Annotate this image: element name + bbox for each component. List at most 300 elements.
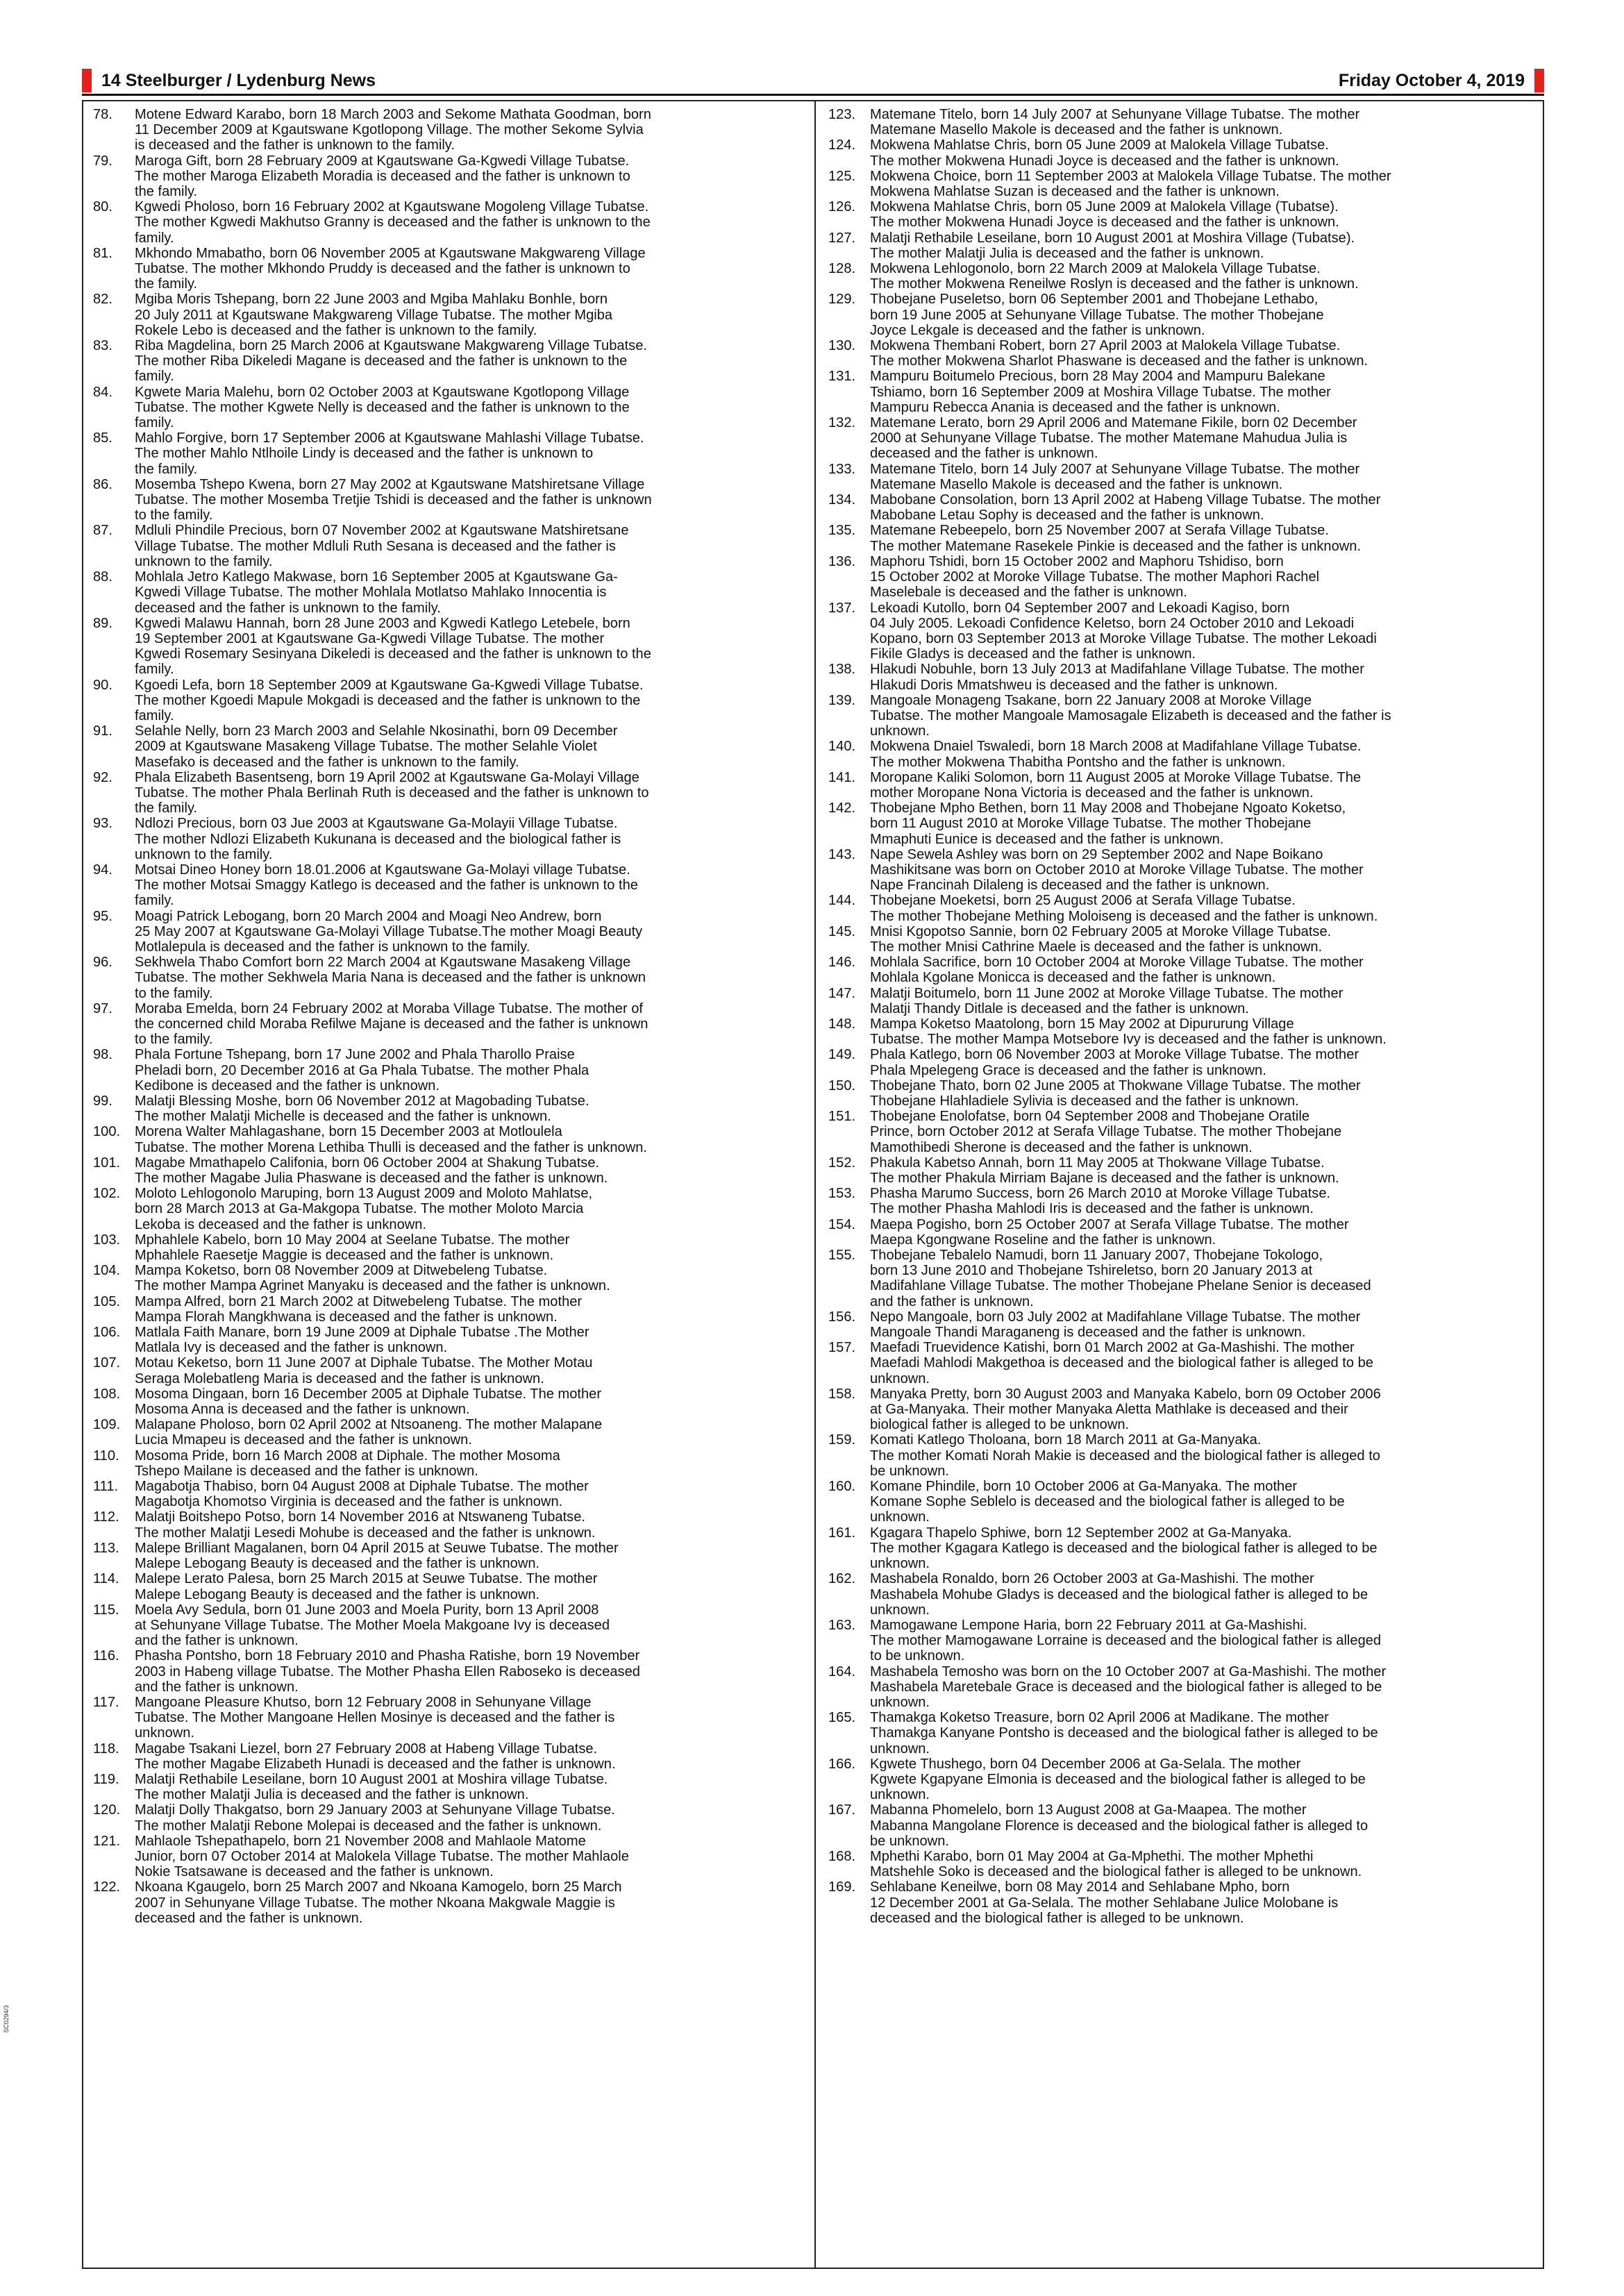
notice-text [135, 246, 801, 292]
notice-entry [93, 338, 801, 385]
notice-entry [93, 955, 801, 1001]
notice-number: 156. [828, 1309, 856, 1325]
notice-entry [828, 893, 1535, 923]
notice-line: Kgwedi Rosemary Sesinyana Dikeledi is deceased and the father is unknown to the [135, 646, 651, 662]
notice-number: 149. [828, 1047, 856, 1063]
notice-line: Magabe Tsakani Liezel, born 27 February 2008 at Habeng Village Tubatse. [135, 1741, 598, 1757]
notice-entry [828, 739, 1535, 769]
notice-text [135, 1479, 801, 1509]
notice-text [135, 153, 801, 200]
notice-line: The mother Maroga Elizabeth Moradia is deceased and the father is unknown to [135, 168, 630, 184]
notice-entry [828, 801, 1535, 847]
notice-line: deceased and the biological father is alleged to be unknown. [870, 1910, 1244, 1926]
notice-number: 129. [828, 292, 856, 308]
notice-text [870, 1186, 1535, 1216]
notice-line: family. [135, 230, 174, 246]
notice-number: 116. [93, 1648, 119, 1664]
notice-line: Mampa Florah Mangkhwana is deceased and the father is unknown. [135, 1309, 558, 1325]
notice-text [135, 1386, 801, 1417]
notice-number: 97. [93, 1000, 112, 1016]
notice-line: The mother Thobejane Mething Moloiseng is deceased and the father is unknown. [870, 908, 1378, 924]
notice-line: Komati Katlego Tholoana, born 18 March 2011 at Ga-Manyaka. [870, 1432, 1262, 1448]
notice-line: Mokwena Mahlatse Chris, born 05 June 2009 at Malokela Village (Tubatse). [870, 199, 1339, 215]
notice-entry [828, 231, 1535, 261]
notice-line: Tubatse. The mother Sekhwela Maria Nana is deceased and the father is unknown [135, 970, 646, 986]
notice-entry [93, 723, 801, 770]
notice-line: Phakula Kabetso Annah, born 11 May 2005 at Thokwane Village Tubatse. [870, 1155, 1325, 1171]
notice-line: family. [135, 662, 174, 678]
notice-text [870, 523, 1535, 553]
notice-line: Kgwete Thushego, born 04 December 2006 at Ga-Selala. The mother [870, 1756, 1301, 1772]
notice-line: Phala Katlego, born 06 November 2003 at Moroke Village Tubatse. The mother [870, 1047, 1359, 1063]
notice-entry [93, 1571, 801, 1602]
notice-number: 118. [93, 1741, 119, 1757]
notice-line: Hlakudi Doris Mmatshweu is deceased and the father is unknown. [870, 677, 1278, 693]
notices-frame [82, 100, 1544, 2269]
notice-entry [828, 1386, 1535, 1433]
notice-text [870, 231, 1535, 261]
notice-text [870, 199, 1535, 230]
notice-entry [93, 1834, 801, 1880]
notice-entry [93, 1263, 801, 1293]
notice-number: 168. [828, 1848, 856, 1864]
notice-line: born 28 March 2013 at Ga-Makgopa Tubatse. The mother Moloto Marcia [135, 1201, 584, 1217]
notice-line: Mosoma Anna is deceased and the father is unknown. [135, 1402, 470, 1418]
notice-text [135, 1155, 801, 1186]
notice-line: Mokwena Choice, born 11 September 2003 at Malokela Village Tubatse. The mother [870, 168, 1391, 184]
notice-text [870, 1386, 1535, 1433]
notice-entry [828, 369, 1535, 415]
notice-line: Malatji Boitshepo Potso, born 14 November 2016 at Ntswaneng Tubatse. [135, 1509, 585, 1525]
notice-line: unknown to the family. [135, 553, 273, 569]
notice-entry [93, 1879, 801, 1926]
notice-number: 148. [828, 1016, 856, 1032]
notice-entry [828, 1849, 1535, 1879]
notice-line: Maepa Kgongwane Roseline and the father is unknown. [870, 1232, 1216, 1248]
notice-number: 81. [93, 245, 112, 261]
notice-line: Mangoale Thandi Maraganeng is deceased and the father is unknown. [870, 1325, 1306, 1341]
notice-line: Mampuru Rebecca Anania is deceased and the father is unknown. [870, 399, 1280, 415]
notice-entry [93, 816, 801, 862]
notice-text [870, 1047, 1535, 1078]
notice-line: The mother Komati Norah Makie is deceased and the biological father is alleged to [870, 1448, 1380, 1464]
notice-text [870, 770, 1535, 801]
notice-text [870, 1217, 1535, 1248]
notice-entry [93, 1294, 801, 1325]
notice-line: Tshepo Mailane is deceased and the father is unknown. [135, 1463, 478, 1479]
notice-text [870, 1618, 1535, 1664]
notice-number: 78. [93, 107, 112, 122]
notice-line: The mother Mokwena Hunadi Joyce is deceased and the father is unknown. [870, 215, 1339, 231]
notice-text [135, 477, 801, 523]
notice-line: The mother Mokwena Reneilwe Roslyn is deceased and the father is unknown. [870, 276, 1359, 292]
notice-line: Kgoedi Lefa, born 18 September 2009 at Kgautswane Ga-Kgwedi Village Tubatse. [135, 677, 644, 693]
notice-line: Thamakga Kanyane Pontsho is deceased and the biological father is alleged to be [870, 1725, 1378, 1741]
notice-text [135, 1509, 801, 1540]
notice-number: 134. [828, 492, 856, 508]
notice-entry [93, 1695, 801, 1741]
notice-entry [93, 1124, 801, 1155]
notice-entry [828, 770, 1535, 801]
notice-line: The mother Malatji Julia is deceased and the father is unknown. [870, 245, 1264, 261]
notice-line: unknown. [870, 1602, 930, 1618]
notice-number: 107. [93, 1355, 121, 1371]
notice-text [870, 292, 1535, 338]
notice-line: Kgwete Kgapyane Elmonia is deceased and the biological father is alleged to be [870, 1771, 1366, 1787]
notice-number: 110. [93, 1448, 119, 1464]
notice-line: Sehlabane Keneilwe, born 08 May 2014 and Sehlabane Mpho, born [870, 1879, 1290, 1895]
notice-line: Tubatse. The mother Mampa Motsebore Ivy is deceased and the father is unknown. [870, 1032, 1387, 1048]
notice-text [870, 492, 1535, 523]
notice-line: at Ga-Manyaka. Their mother Manyaka Aletta Mathlake is deceased and their [870, 1402, 1348, 1418]
notice-text [870, 801, 1535, 847]
notice-line: is deceased and the father is unknown to the family. [135, 137, 455, 153]
notice-line: Motsai Dineo Honey born 18.01.2006 at Kgautswane Ga-Molayi village Tubatse. [135, 862, 630, 878]
notice-text [870, 1802, 1535, 1849]
notice-number: 143. [828, 846, 856, 862]
notice-text [870, 1309, 1535, 1340]
notice-text [870, 986, 1535, 1016]
notice-text [870, 847, 1535, 894]
issue-date: Friday October 4, 2019 [1338, 71, 1525, 90]
notice-line: The mother Mokwena Sharlot Phaswane is deceased and the father is unknown. [870, 353, 1368, 369]
notice-line: family. [135, 415, 174, 431]
notice-entry [828, 107, 1535, 137]
notice-number: 120. [93, 1802, 121, 1818]
notice-text [135, 678, 801, 724]
notice-entry [828, 338, 1535, 369]
notice-number: 87. [93, 523, 112, 539]
notice-line: Morena Walter Mahlagashane, born 15 December 2003 at Motloulela [135, 1124, 562, 1140]
notice-line: the family. [135, 801, 198, 816]
notice-entry [828, 1664, 1535, 1711]
notice-text [135, 338, 801, 385]
notice-line: Thobejane Tebalelo Namudi, born 11 January 2007, Thobejane Tokologo, [870, 1248, 1323, 1264]
notice-line: Village Tubatse. The mother Mdluli Ruth Sesana is deceased and the father is [135, 538, 616, 554]
notice-line: The mother Kgagara Katlego is deceased and the biological father is alleged to be [870, 1540, 1378, 1556]
notice-line: unknown. [135, 1725, 195, 1741]
notice-text [870, 1571, 1535, 1618]
notice-line: Riba Magdelina, born 25 March 2006 at Kgautswane Makgwareng Village Tubatse. [135, 338, 647, 354]
notice-line: Mohlala Jetro Katlego Makwase, born 16 September 2005 at Kgautswane Ga- [135, 569, 618, 585]
notice-number: 113. [93, 1540, 119, 1556]
notice-line: Thobejane Moeketsi, born 25 August 2006 at Serafa Village Tubatse. [870, 893, 1296, 909]
notice-line: Malatji Blessing Moshe, born 06 November 2012 at Magobading Tubatse. [135, 1093, 589, 1109]
notice-line: Tubatse. The mother Mangoale Mamosagale Elizabeth is deceased and the father is [870, 707, 1391, 723]
notice-line: Moela Avy Sedula, born 01 June 2003 and Moela Purity, born 13 April 2008 [135, 1602, 599, 1618]
notice-line: Thobejane Hlahladiele Sylivia is deceased and the father is unknown. [870, 1093, 1299, 1109]
notice-text [870, 955, 1535, 985]
notice-entry [828, 1525, 1535, 1572]
notice-text [135, 1448, 801, 1479]
notice-text [135, 1571, 801, 1602]
notice-line: be unknown. [870, 1833, 949, 1849]
notice-entry [828, 1309, 1535, 1340]
notice-entry [93, 1093, 801, 1124]
notice-line: 12 December 2001 at Ga-Selala. The mother Sehlabane Julice Molobane is [870, 1895, 1339, 1911]
notice-line: The mother Mamogawane Lorraine is deceased and the biological father is alleged [870, 1633, 1382, 1649]
notice-text [135, 1047, 801, 1093]
notice-entry [93, 292, 801, 338]
notice-line: Mosemba Tshepo Kwena, born 27 May 2002 at Kgautswane Matshiretsane Village [135, 476, 645, 492]
notice-line: The mother Riba Dikeledi Magane is deceased and the father is unknown to the [135, 353, 628, 369]
notice-line: Madifahlane Village Tubatse. The mother Thobejane Phelane Senior is deceased [870, 1278, 1371, 1294]
notice-line: The mother Mahlo Ntlhoile Lindy is deceased and the father is unknown to [135, 446, 594, 462]
notice-number: 136. [828, 553, 856, 569]
notice-line: the family. [135, 461, 198, 477]
notice-text [135, 1093, 801, 1124]
notice-line: unknown. [870, 1694, 930, 1710]
notice-line: Lekoba is deceased and the father is unknown. [135, 1216, 427, 1232]
notice-number: 128. [828, 261, 856, 277]
notice-line: family. [135, 893, 174, 909]
notice-line: Mangoale Monageng Tsakane, born 22 January 2008 at Moroke Village [870, 692, 1312, 708]
notice-number: 108. [93, 1386, 121, 1402]
notice-line: Mampa Alfred, born 21 March 2002 at Ditwebeleng Tubatse. The mother [135, 1293, 583, 1309]
notice-line: Kgwete Maria Malehu, born 02 October 2003 at Kgautswane Kgotlopong Village [135, 384, 630, 400]
notice-line: to the family. [135, 1032, 213, 1048]
notice-text [135, 1695, 801, 1741]
notice-text [870, 338, 1535, 369]
notice-line: Malatji Thandy Ditlale is deceased and the father is unknown. [870, 1000, 1249, 1016]
notice-line: Mashabela Maretebale Grace is deceased and the biological father is alleged to be [870, 1679, 1382, 1695]
notice-number: 95. [93, 908, 112, 924]
notice-line: 15 October 2002 at Moroke Village Tubatse. The mother Maphori Rachel [870, 569, 1320, 585]
notice-number: 105. [93, 1293, 121, 1309]
notice-line: Phala Elizabeth Basentseng, born 19 April 2002 at Kgautswane Ga-Molayi Village [135, 769, 639, 785]
notice-line: Mokwena Lehlogonolo, born 22 March 2009 at Malokela Village Tubatse. [870, 261, 1321, 277]
notice-text [135, 1772, 801, 1802]
notice-entry [93, 1325, 801, 1355]
notice-entry [93, 569, 801, 616]
header-rule [82, 94, 1544, 96]
notice-line: Magabotja Thabiso, born 04 August 2008 at Diphale Tubatse. The mother [135, 1479, 589, 1495]
notice-number: 92. [93, 769, 112, 785]
notice-entry [828, 523, 1535, 553]
notice-line: Mamothibedi Sherone is deceased and the father is unknown. [870, 1139, 1253, 1155]
notice-line: The mother Mokwena Hunadi Joyce is deceased and the father is unknown. [870, 153, 1339, 169]
notice-line: Pheladi born, 20 December 2016 at Ga Phala Tubatse. The mother Phala [135, 1062, 589, 1078]
notice-text [135, 1232, 801, 1263]
notice-line: Mampa Koketso Maatolong, born 15 May 2002 at Dipururung Village [870, 1016, 1294, 1032]
notice-entry [93, 1232, 801, 1263]
notice-line: Komane Sophe Seblelo is deceased and the biological father is alleged to be [870, 1494, 1345, 1510]
notice-line: 25 May 2007 at Kgautswane Ga-Molayi Village Tubatse.The mother Moagi Beauty [135, 923, 643, 939]
notice-text [870, 1340, 1535, 1386]
notice-text [870, 662, 1535, 692]
notice-line: The mother Mokwena Thabitha Pontsho and the father is unknown. [870, 754, 1286, 770]
notice-line: Nepo Mangoale, born 03 July 2002 at Madifahlane Village Tubatse. The mother [870, 1309, 1361, 1325]
notice-line: Mabobane Consolation, born 13 April 2002 at Habeng Village Tubatse. The mother [870, 492, 1381, 508]
notice-entry [93, 616, 801, 678]
notice-line: The mother Kgoedi Mapule Mokgadi is deceased and the father is unknown to the [135, 692, 641, 708]
notice-entry [828, 1879, 1535, 1926]
notice-text [870, 1109, 1535, 1155]
notice-line: Thobejane Puseletso, born 06 September 2001 and Thobejane Lethabo, [870, 292, 1319, 308]
notice-line: Prince, born October 2012 at Serafa Village Tubatse. The mother Thobejane [870, 1124, 1342, 1140]
notice-number: 142. [828, 801, 856, 816]
notice-text [135, 292, 801, 338]
notice-line: born 19 June 2005 at Sehunyane Village Tubatse. The mother Thobejane [870, 307, 1324, 323]
notice-line: 19 September 2001 at Kgautswane Ga-Kgwedi Village Tubatse. The mother [135, 630, 605, 646]
notice-number: 80. [93, 199, 112, 215]
notice-number: 100. [93, 1124, 121, 1140]
notice-entry [93, 909, 801, 955]
notice-number: 167. [828, 1802, 856, 1818]
notice-line: deceased and the father is unknown to the family. [135, 600, 441, 616]
notice-line: The mother Magabe Elizabeth Hunadi is deceased and the father is unknown. [135, 1756, 616, 1772]
notice-text [135, 770, 801, 816]
notice-line: Kgagara Thapelo Sphiwe, born 12 September 2002 at Ga-Manyaka. [870, 1525, 1292, 1541]
notice-line: 11 December 2009 at Kgautswane Kgotlopong Village. The mother Sekome Sylvia [135, 122, 644, 138]
notice-line: to the family. [135, 508, 213, 523]
notice-text [870, 1710, 1535, 1757]
notice-line: born 11 August 2010 at Moroke Village Tubatse. The mother Thobejane [870, 816, 1312, 832]
notice-entry [828, 693, 1535, 739]
notice-entry [93, 477, 801, 523]
notice-number: 137. [828, 600, 856, 616]
notice-line: Matemane Titelo, born 14 July 2007 at Sehunyane Village Tubatse. The mother [870, 107, 1360, 122]
notice-line: Hlakudi Nobuhle, born 13 July 2013 at Madifahlane Village Tubatse. The mother [870, 662, 1364, 678]
notice-number: 101. [93, 1155, 121, 1171]
column-divider [814, 101, 816, 2268]
notice-text [870, 1664, 1535, 1711]
notice-text [870, 1016, 1535, 1047]
notice-number: 94. [93, 862, 112, 878]
notice-line: Mabobane Letau Sophy is deceased and the father is unknown. [870, 508, 1264, 523]
notice-line: Kedibone is deceased and the father is unknown. [135, 1078, 440, 1093]
notice-text [870, 261, 1535, 292]
notice-line: Maefadi Mahlodi Makgethoa is deceased and the biological father is alleged to be [870, 1355, 1373, 1371]
notice-line: Mokwena Mahlatse Chris, born 05 June 2009 at Malokela Village Tubatse. [870, 137, 1329, 153]
notice-line: Phala Mpelegeng Grace is deceased and the father is unknown. [870, 1062, 1266, 1078]
notice-entry [93, 246, 801, 292]
notice-entry [828, 199, 1535, 230]
notice-entry [93, 1802, 801, 1833]
notice-text [870, 1432, 1535, 1479]
notice-number: 135. [828, 523, 856, 539]
notice-entry [828, 492, 1535, 523]
notice-line: Ndlozi Precious, born 03 Jue 2003 at Kgautswane Ga-Molayii Village Tubatse. [135, 816, 618, 832]
notice-number: 132. [828, 415, 856, 431]
notice-line: Thobejane Enolofatse, born 04 September 2008 and Thobejane Oratile [870, 1109, 1310, 1125]
notice-line: Malepe Lebogang Beauty is deceased and the father is unknown. [135, 1556, 540, 1572]
notice-line: Malepe Brilliant Magalanen, born 04 April 2015 at Seuwe Tubatse. The mother [135, 1540, 619, 1556]
notice-entry [93, 523, 801, 569]
notice-number: 164. [828, 1664, 856, 1679]
notice-entry [93, 1047, 801, 1093]
notice-line: mother Moropane Nona Victoria is deceased and the father is unknown. [870, 785, 1314, 801]
notice-line: Maselebale is deceased and the father is unknown. [870, 585, 1187, 601]
notice-number: 91. [93, 723, 112, 739]
notice-number: 145. [828, 923, 856, 939]
notice-line: Matemane Titelo, born 14 July 2007 at Sehunyane Village Tubatse. The mother [870, 461, 1360, 477]
notice-text [135, 1186, 801, 1232]
notice-number: 152. [828, 1155, 856, 1171]
notice-line: Kgwedi Malawu Hannah, born 28 June 2003 and Kgwedi Katlego Letebele, born [135, 615, 630, 631]
notice-line: Thobejane Thato, born 02 June 2005 at Thokwane Village Tubatse. The mother [870, 1078, 1361, 1093]
notice-number: 158. [828, 1386, 856, 1402]
notice-line: Nkoana Kgaugelo, born 25 March 2007 and Nkoana Kamogelo, born 25 March [135, 1879, 622, 1895]
notice-line: to the family. [135, 985, 213, 1001]
notice-text [135, 523, 801, 569]
notice-entry [828, 261, 1535, 292]
notice-text [135, 1263, 801, 1293]
notice-number: 150. [828, 1078, 856, 1093]
notice-entry [828, 1802, 1535, 1849]
notice-line: family. [135, 369, 174, 385]
notice-line: the family. [135, 184, 198, 200]
notice-line: Kgwedi Pholoso, born 16 February 2002 at Kgautswane Mogoleng Village Tubatse. [135, 199, 649, 215]
notice-number: 88. [93, 569, 112, 585]
notice-line: Malatji Rethabile Leseilane, born 10 August 2001 at Moshira Village (Tubatse). [870, 230, 1355, 246]
notice-entry [828, 601, 1535, 662]
notice-number: 122. [93, 1879, 121, 1895]
notice-line: Mphethi Karabo, born 01 May 2004 at Ga-Mphethi. The mother Mphethi [870, 1848, 1314, 1864]
notice-line: Mokwena Dnaiel Tswaledi, born 18 March 2008 at Madifahlane Village Tubatse. [870, 739, 1362, 755]
notice-line: Moraba Emelda, born 24 February 2002 at Moraba Village Tubatse. The mother of [135, 1000, 643, 1016]
notice-line: Mashabela Ronaldo, born 26 October 2003 at Ga-Mashishi. The mother [870, 1571, 1314, 1587]
notice-line: The mother Motsai Smaggy Katlego is deceased and the father is unknown to the [135, 878, 638, 894]
notice-entry [93, 199, 801, 246]
notice-line: Mosoma Dingaan, born 16 December 2005 at Diphale Tubatse. The mother [135, 1386, 602, 1402]
notice-entry [828, 1479, 1535, 1525]
newspaper-title: 14 Steelburger / Lydenburg News [101, 71, 376, 90]
notice-line: The mother Malatji Michelle is deceased and the father is unknown. [135, 1109, 551, 1125]
notice-line: Tubatse. The mother Mosemba Tretjie Tshidi is deceased and the father is unknown [135, 492, 652, 508]
notice-line: Matlala Faith Manare, born 19 June 2009 at Diphale Tubatse .The Mother [135, 1325, 589, 1341]
notice-text [870, 1078, 1535, 1109]
notice-number: 124. [828, 137, 856, 153]
notice-line: Mabanna Mangolane Florence is deceased and the biological father is alleged to [870, 1818, 1368, 1834]
notice-number: 146. [828, 955, 856, 971]
notice-entry [93, 1001, 801, 1048]
notice-text [135, 723, 801, 770]
notice-line: Mabanna Phomelelo, born 13 August 2008 at Ga-Maapea. The mother [870, 1802, 1307, 1818]
notice-line: Mkhondo Mmabatho, born 06 November 2005 at Kgautswane Makgwareng Village [135, 245, 646, 261]
notice-number: 121. [93, 1833, 121, 1849]
notice-line: Mohlala Kgolane Monicca is deceased and the father is unknown. [870, 970, 1276, 986]
notice-entry [828, 1016, 1535, 1047]
notice-line: Tshiamo, born 16 September 2009 at Moshira Village Tubatse. The mother [870, 384, 1331, 400]
notice-number: 109. [93, 1417, 121, 1433]
notice-entry [93, 678, 801, 724]
notice-line: and the father is unknown. [135, 1679, 299, 1695]
notice-line: the concerned child Moraba Refilwe Majane is deceased and the father is unknown [135, 1016, 648, 1032]
notice-entry [93, 862, 801, 909]
notice-number: 112. [93, 1509, 119, 1525]
notice-line: Nape Francinah Dilaleng is deceased and the father is unknown. [870, 878, 1270, 894]
notice-line: unknown. [870, 723, 930, 739]
notice-entry [93, 430, 801, 477]
notice-entry [828, 1432, 1535, 1479]
print-credit: SC0294/3 [3, 2004, 10, 2033]
notice-entry [828, 1109, 1535, 1155]
notice-text [870, 1879, 1535, 1926]
notice-number: 154. [828, 1216, 856, 1232]
notice-entry [93, 1541, 801, 1571]
notice-text [135, 1541, 801, 1571]
notice-number: 99. [93, 1093, 112, 1109]
notice-line: Mosoma Pride, born 16 March 2008 at Diphale. The mother Mosoma [135, 1448, 560, 1464]
notice-text [135, 1834, 801, 1880]
notice-line: Mnisi Kgopotso Sannie, born 02 February 2005 at Moroke Village Tubatse. [870, 923, 1332, 939]
notice-line: The mother Matemane Rasekele Pinkie is deceased and the father is unknown. [870, 538, 1362, 554]
notice-line: Moloto Lehlogonolo Maruping, born 13 August 2009 and Moloto Mahlatse, [135, 1186, 593, 1202]
notice-number: 163. [828, 1617, 856, 1633]
notice-text [135, 862, 801, 909]
notice-line: Fikile Gladys is deceased and the father is unknown. [870, 646, 1196, 662]
